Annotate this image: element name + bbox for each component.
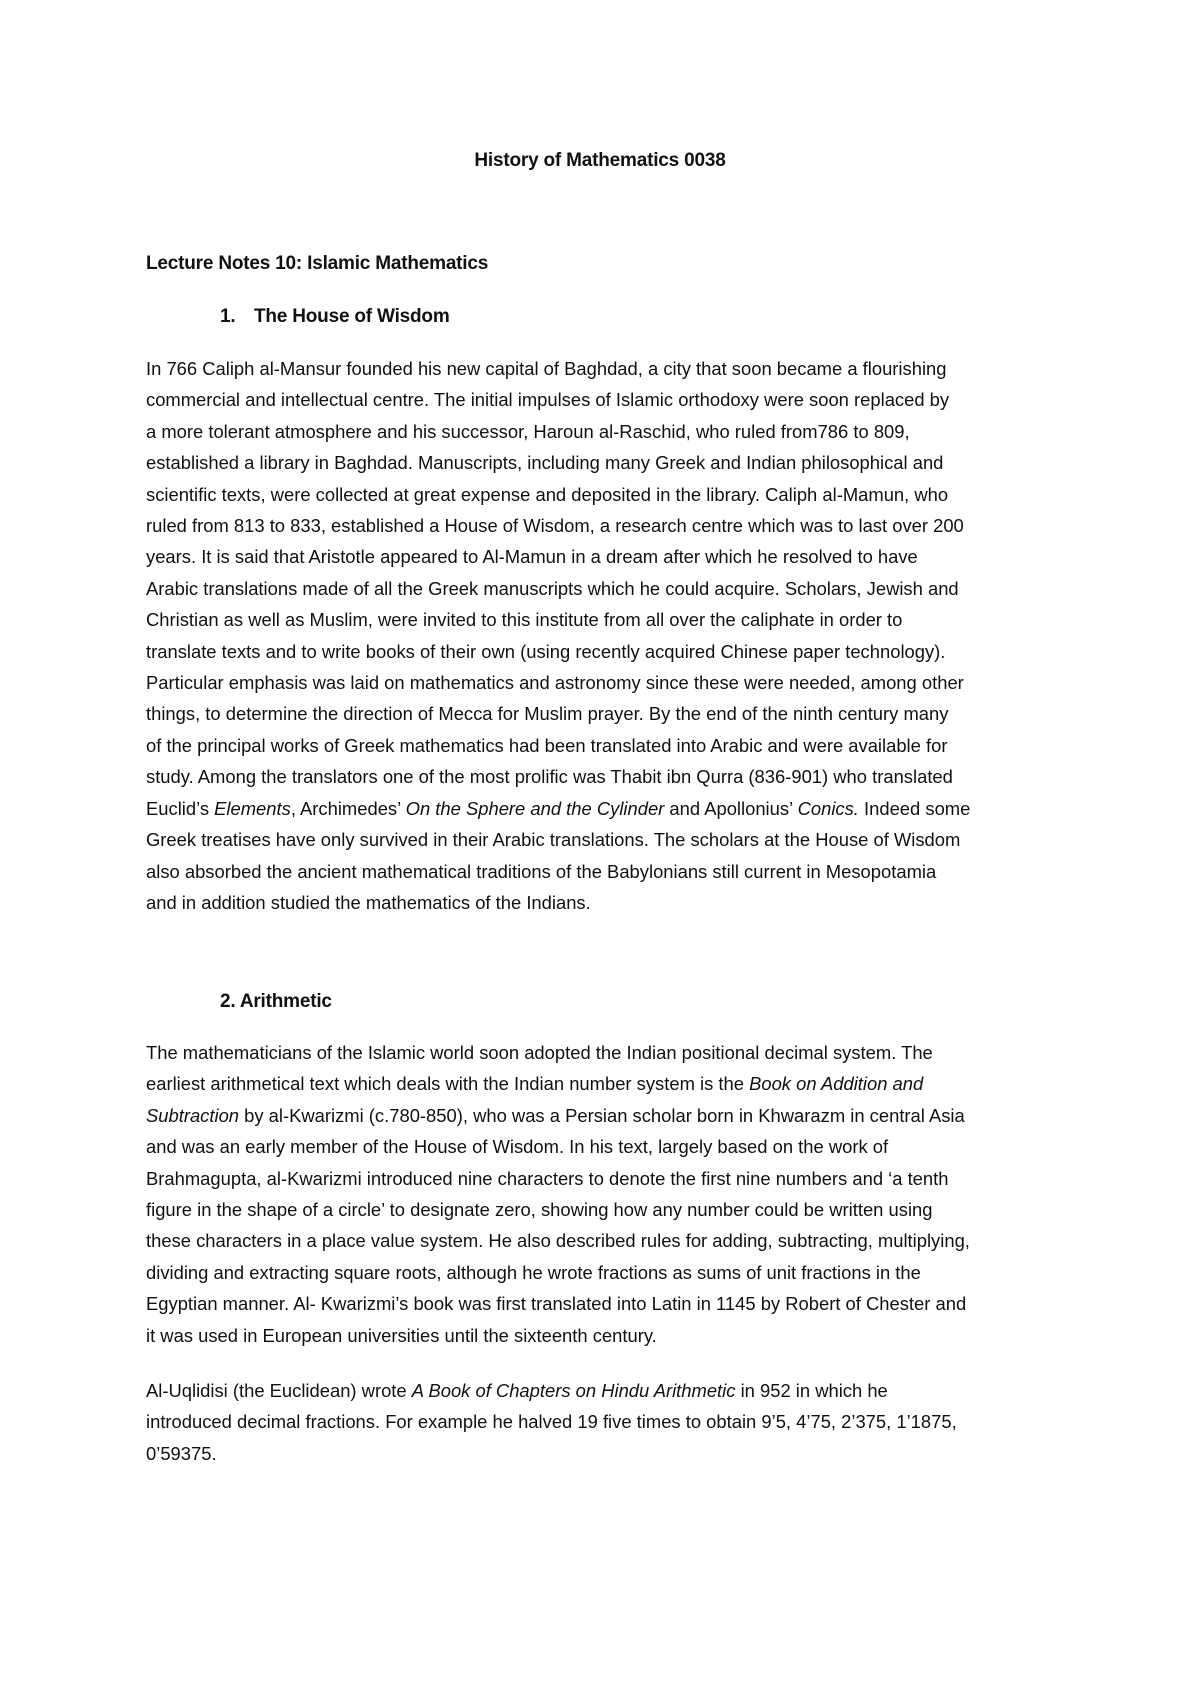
paragraph-line: of the principal works of Greek mathematics had been translated into Arabic and were available for (146, 734, 948, 756)
section-heading-house-of-wisdom (220, 306, 450, 328)
book-title-elements: Elements (214, 797, 291, 819)
paragraph-line: it was used in European universities until the sixteenth century. (146, 1324, 657, 1346)
paragraph-line: The mathematicians of the Islamic world soon adopted the Indian positional decimal system. The (146, 1042, 933, 1063)
paragraph-line: and was an early member of the House of Wisdom. In his text, largely based on the work of (146, 1136, 889, 1158)
paragraph-line: Greek treatises have only survived in their Arabic translations. The scholars at the House of Wisdom (146, 829, 961, 851)
paragraph-line: a more tolerant atmosphere and his successor, Haroun al-Raschid, who ruled from786 to 809, (146, 420, 910, 442)
book-title-hindu-arithmetic: A Book of Chapters on Hindu Arithmetic (411, 1380, 736, 1401)
paragraph-line: Arabic translations made of all the Greek manuscripts which he could acquire. Scholars, Jewish and (146, 577, 959, 599)
paragraph-arithmetic-2 (146, 1375, 1066, 1469)
section-title: The House of Wisdom (254, 306, 450, 327)
book-title-addition: Book on Addition and (749, 1073, 924, 1095)
paragraph-line: Particular emphasis was laid on mathematics and astronomy since these were needed, among other (146, 672, 964, 694)
paragraph-line: and in addition studied the mathematics of the Indians. (146, 891, 591, 913)
paragraph-line: things, to determine the direction of Mecca for Muslim prayer. By the end of the ninth century many (146, 703, 949, 725)
paragraph-line: ruled from 813 to 833, established a House of Wisdom, a research centre which was to last over 200 (146, 515, 964, 537)
paragraph-line: these characters in a place value system. He also described rules for adding, subtracting, multiplying, (146, 1230, 970, 1252)
paragraph-line: In 766 Caliph al-Mansur founded his new capital of Baghdad, a city that soon became a flourishing (146, 358, 947, 379)
paragraph-line: established a library in Baghdad. Manuscripts, including many Greek and Indian philosophical and (146, 452, 944, 474)
paragraph-arithmetic-1 (146, 1037, 1066, 1351)
book-title-conics: Conics. (797, 797, 859, 819)
paragraph-line: introduced decimal fractions. For example he halved 19 five times to obtain 9’5, 4’75, 2’375, 1’1875, (146, 1411, 957, 1433)
book-title-sphere-cylinder: On the Sphere and the Cylinder (405, 797, 665, 819)
paragraph-line: earliest arithmetical text which deals with the Indian number system is the Book on Addition and (146, 1073, 924, 1095)
paragraph-line: figure in the shape of a circle’ to designate zero, showing how any number could be written using (146, 1199, 933, 1221)
paragraph-line: also absorbed the ancient mathematical traditions of the Babylonians still current in Mesopotamia (146, 860, 937, 882)
document-title: History of Mathematics 0038 (474, 150, 726, 171)
paragraph-line: Christian as well as Muslim, were invited to this institute from all over the caliphate in order to (146, 609, 903, 631)
paragraph-line: study. Among the translators one of the most prolific was Thabit ibn Qurra (836-901) who translated (146, 766, 953, 788)
paragraph-line: Al-Uqlidisi (the Euclidean) wrote A Book of Chapters on Hindu Arithmetic in 952 in which he (146, 1380, 888, 1401)
paragraph-line: 0’59375. (146, 1442, 217, 1464)
paragraph-house-of-wisdom (146, 353, 1066, 918)
section-number: 1. (220, 306, 236, 327)
section-number: 2. (220, 991, 236, 1012)
paragraph-line: commercial and intellectual centre. The initial impulses of Islamic orthodoxy were soon replaced by (146, 389, 950, 411)
section-title: Arithmetic (239, 991, 332, 1012)
book-title-subtraction: Subtraction (146, 1104, 240, 1126)
paragraph-line: translate texts and to write books of their own (using recently acquired Chinese paper technology). (146, 640, 946, 662)
paragraph-line: Egyptian manner. Al- Kwarizmi’s book was first translated into Latin in 1145 by Robert of Chester and (146, 1293, 967, 1315)
paragraph-line: scientific texts, were collected at great expense and deposited in the library. Caliph al-Mamun, who (146, 483, 949, 505)
paragraph-line: Euclid’s Elements, Archimedes’ On the Sphere and the Cylinder and Apollonius’ Conics. Indeed some (146, 797, 971, 819)
lecture-heading: Lecture Notes 10: Islamic Mathematics (146, 253, 489, 274)
paragraph-line: Subtraction by al-Kwarizmi (c.780-850), who was a Persian scholar born in Khwarazm in central Asia (146, 1104, 965, 1126)
paragraph-line: Brahmagupta, al-Kwarizmi introduced nine characters to denote the first nine numbers and ‘a tenth (146, 1167, 949, 1189)
paragraph-line: years. It is said that Aristotle appeared to Al-Mamun in a dream after which he resolved to have (146, 546, 918, 568)
section-heading-arithmetic (220, 991, 332, 1013)
paragraph-line: dividing and extracting square roots, although he wrote fractions as sums of unit fractions in the (146, 1261, 921, 1283)
